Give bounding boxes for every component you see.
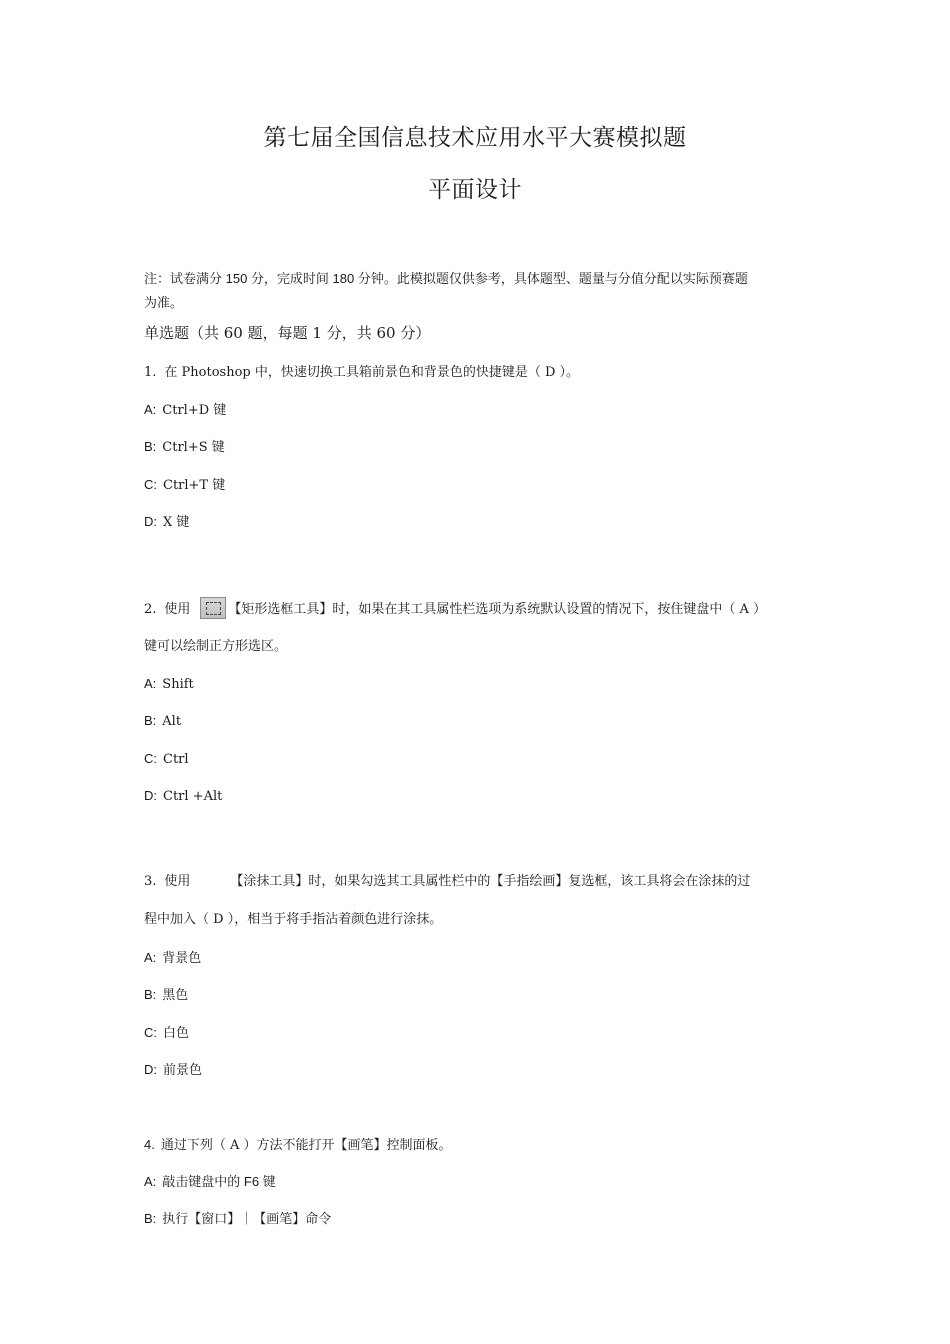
- q2-option-b: [144, 712, 181, 731]
- option-text: Ctrl+D 键: [162, 403, 227, 418]
- exam-note-line-1: 注：试卷满分 150 分，完成时间 180 分钟。此模拟题仅供参考，具体题型、题量与分值分配以实际预赛题: [144, 271, 748, 286]
- option-label: B:: [144, 439, 157, 454]
- option-label: C:: [144, 751, 157, 766]
- rectangular-marquee-tool-icon: [200, 597, 226, 619]
- question-2-continued: 键可以绘制正方形选区。: [144, 639, 288, 654]
- q3-option-c: [144, 1024, 189, 1043]
- q4-option-a: [144, 1173, 276, 1191]
- exam-note-line-2: 为准。: [144, 295, 184, 310]
- question-3: [144, 873, 750, 891]
- q1-option-c: [144, 476, 225, 495]
- q1-option-b: [144, 438, 225, 457]
- option-text: Ctrl +Alt: [163, 789, 223, 804]
- option-text: Alt: [162, 714, 182, 729]
- q2-option-c: [144, 750, 189, 769]
- option-label: A:: [144, 676, 157, 691]
- q1-option-a: [144, 401, 226, 420]
- question-text: 【涂抹工具】时，如果勾选其工具属性栏中的【手指绘画】复选框，该工具将会在涂抹的过: [230, 874, 751, 889]
- question-number: 3.: [144, 874, 157, 889]
- option-label: C:: [144, 1025, 157, 1040]
- option-text: 执行【窗口】｜【画笔】命令: [162, 1212, 332, 1227]
- question-4: [144, 1136, 452, 1155]
- question-number: 1.: [144, 365, 157, 380]
- exam-note: [144, 267, 814, 315]
- question-prefix: 使用: [164, 602, 191, 617]
- question-3-continued: 程中加入（ D ），相当于将手指沾着颜色进行涂抹。: [144, 912, 443, 927]
- question-text: 在 Photoshop 中，快速切换工具箱前景色和背景色的快捷键是（ D ）。: [164, 365, 580, 380]
- question-2: [144, 597, 766, 619]
- option-label: A:: [144, 402, 157, 417]
- option-text: Shift: [162, 677, 194, 692]
- option-text: 白色: [163, 1026, 190, 1041]
- document-subtitle: 平面设计: [428, 177, 522, 203]
- option-label: B:: [144, 713, 157, 728]
- option-text: X 键: [163, 515, 190, 530]
- option-label: D:: [144, 514, 157, 529]
- q3-option-b: [144, 986, 188, 1005]
- question-prefix: 使用: [164, 874, 191, 889]
- option-label: D:: [144, 788, 157, 803]
- option-text: Ctrl: [163, 752, 189, 767]
- option-label: A:: [144, 950, 157, 965]
- option-text: 黑色: [162, 988, 189, 1003]
- q3-option-d: [144, 1061, 202, 1080]
- question-number: 4.: [144, 1137, 155, 1152]
- question-text: 【矩形选框工具】时，如果在其工具属性栏选项为系统默认设置的情况下，按住键盘中（ A ）: [228, 602, 767, 617]
- option-text: 背景色: [162, 951, 202, 966]
- q4-option-b: [144, 1210, 331, 1229]
- document-title: 第七届全国信息技术应用水平大赛模拟题: [263, 125, 687, 151]
- q1-option-d: [144, 513, 189, 532]
- option-text: 敲击键盘中的 F6 键: [162, 1174, 276, 1189]
- question-1: [144, 364, 579, 382]
- option-text: Ctrl+T 键: [163, 478, 226, 493]
- question-text: 通过下列（ A ）方法不能打开【画笔】控制面板。: [160, 1138, 452, 1153]
- option-label: D:: [144, 1062, 157, 1077]
- q3-option-a: [144, 949, 201, 968]
- option-label: B:: [144, 1211, 157, 1226]
- option-label: C:: [144, 477, 157, 492]
- question-number: 2.: [144, 602, 157, 617]
- option-text: Ctrl+S 键: [162, 440, 225, 455]
- q2-option-a: [144, 675, 194, 694]
- option-label: B:: [144, 987, 157, 1002]
- option-label: A:: [144, 1174, 157, 1189]
- option-text: 前景色: [163, 1063, 203, 1078]
- q2-option-d: [144, 787, 222, 806]
- section-heading: 单选题（共 60 题，每题 1 分，共 60 分）: [144, 324, 431, 342]
